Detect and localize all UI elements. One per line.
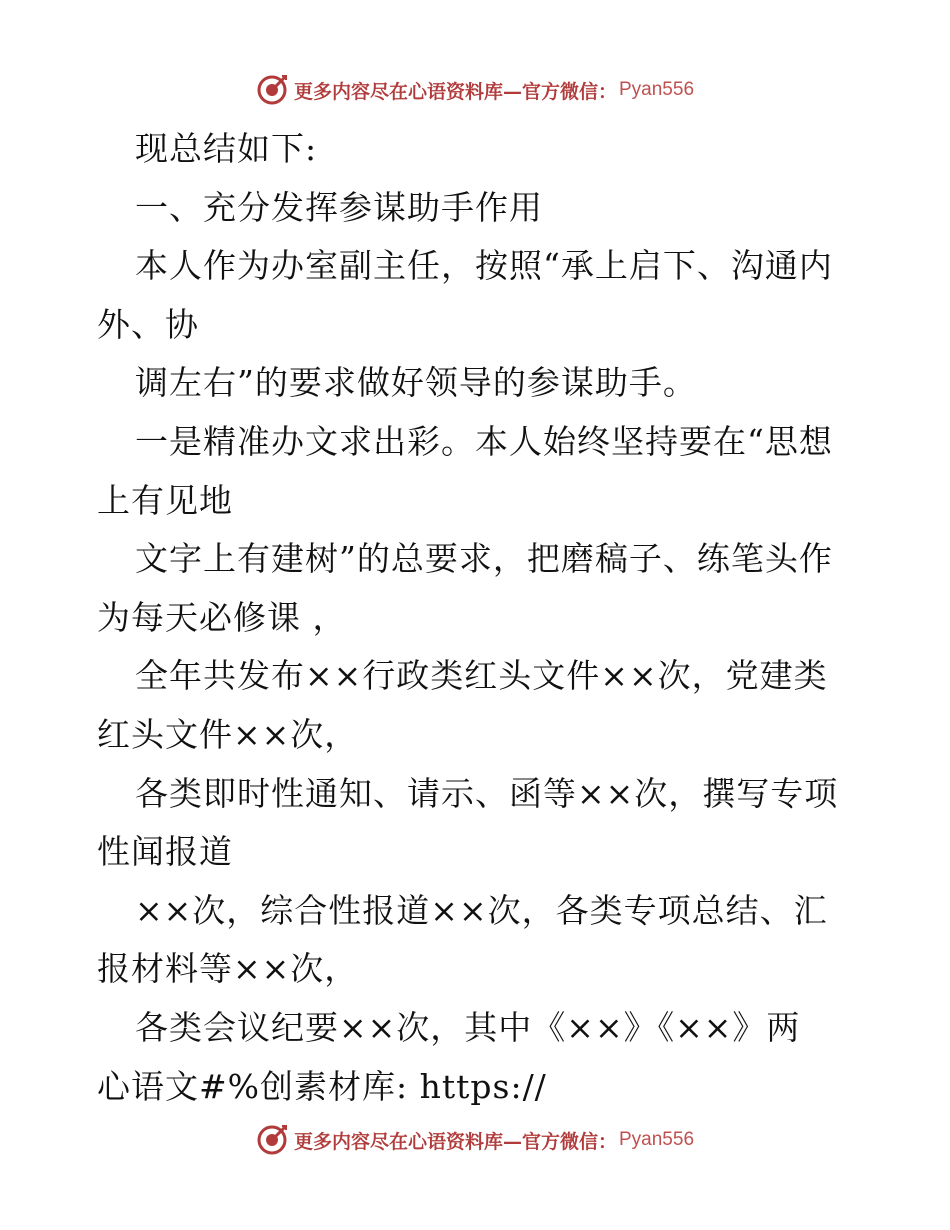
body-line: 文字上有建树”的总要求，把磨稿子、练笔头作 — [135, 539, 833, 579]
footer-banner-text: 更多内容尽在心语资料库—官方微信： — [293, 1130, 617, 1153]
header-banner-handle: Pyan556 — [619, 79, 695, 100]
section-heading: 一、充分发挥参谋助手作用 — [135, 187, 543, 227]
body-line: 各类会议纪要××次，其中《××》《××》两 — [135, 1007, 801, 1047]
footer-banner-handle: Pyan556 — [619, 1129, 695, 1150]
body-line: 性闻报道 — [97, 832, 233, 872]
body-line: 报材料等××次， — [97, 949, 359, 989]
body-line: ××次，综合性报道××次，各类专项总结、汇 — [135, 890, 828, 930]
body-line: 本人作为办室副主任，按照“承上启下、沟通内 — [135, 246, 833, 286]
body-line: 全年共发布××行政类红头文件××次，党建类 — [135, 656, 828, 696]
body-line: 一是精准办文求出彩。本人始终坚持要在“思想 — [135, 421, 833, 461]
body-line: 调左右”的要求做好领导的参谋助手。 — [135, 363, 697, 403]
body-line: 心语文#%创素材库: https:// — [97, 1066, 547, 1106]
brand-logo-icon — [256, 1124, 288, 1156]
brand-logo-icon — [256, 74, 288, 106]
body-line: 各类即时性通知、请示、函等××次，撰写专项 — [135, 773, 839, 813]
body-line: 外、协 — [97, 304, 199, 344]
body-line: 上有见地 — [97, 480, 233, 520]
body-line: 为每天必修课 ， — [97, 597, 347, 637]
body-line: 现总结如下: — [135, 129, 318, 168]
header-banner — [0, 70, 950, 110]
body-line: 红头文件××次， — [97, 714, 359, 754]
document-body — [97, 120, 857, 1116]
footer-banner — [0, 1120, 950, 1160]
header-banner-text: 更多内容尽在心语资料库—官方微信： — [293, 80, 617, 103]
